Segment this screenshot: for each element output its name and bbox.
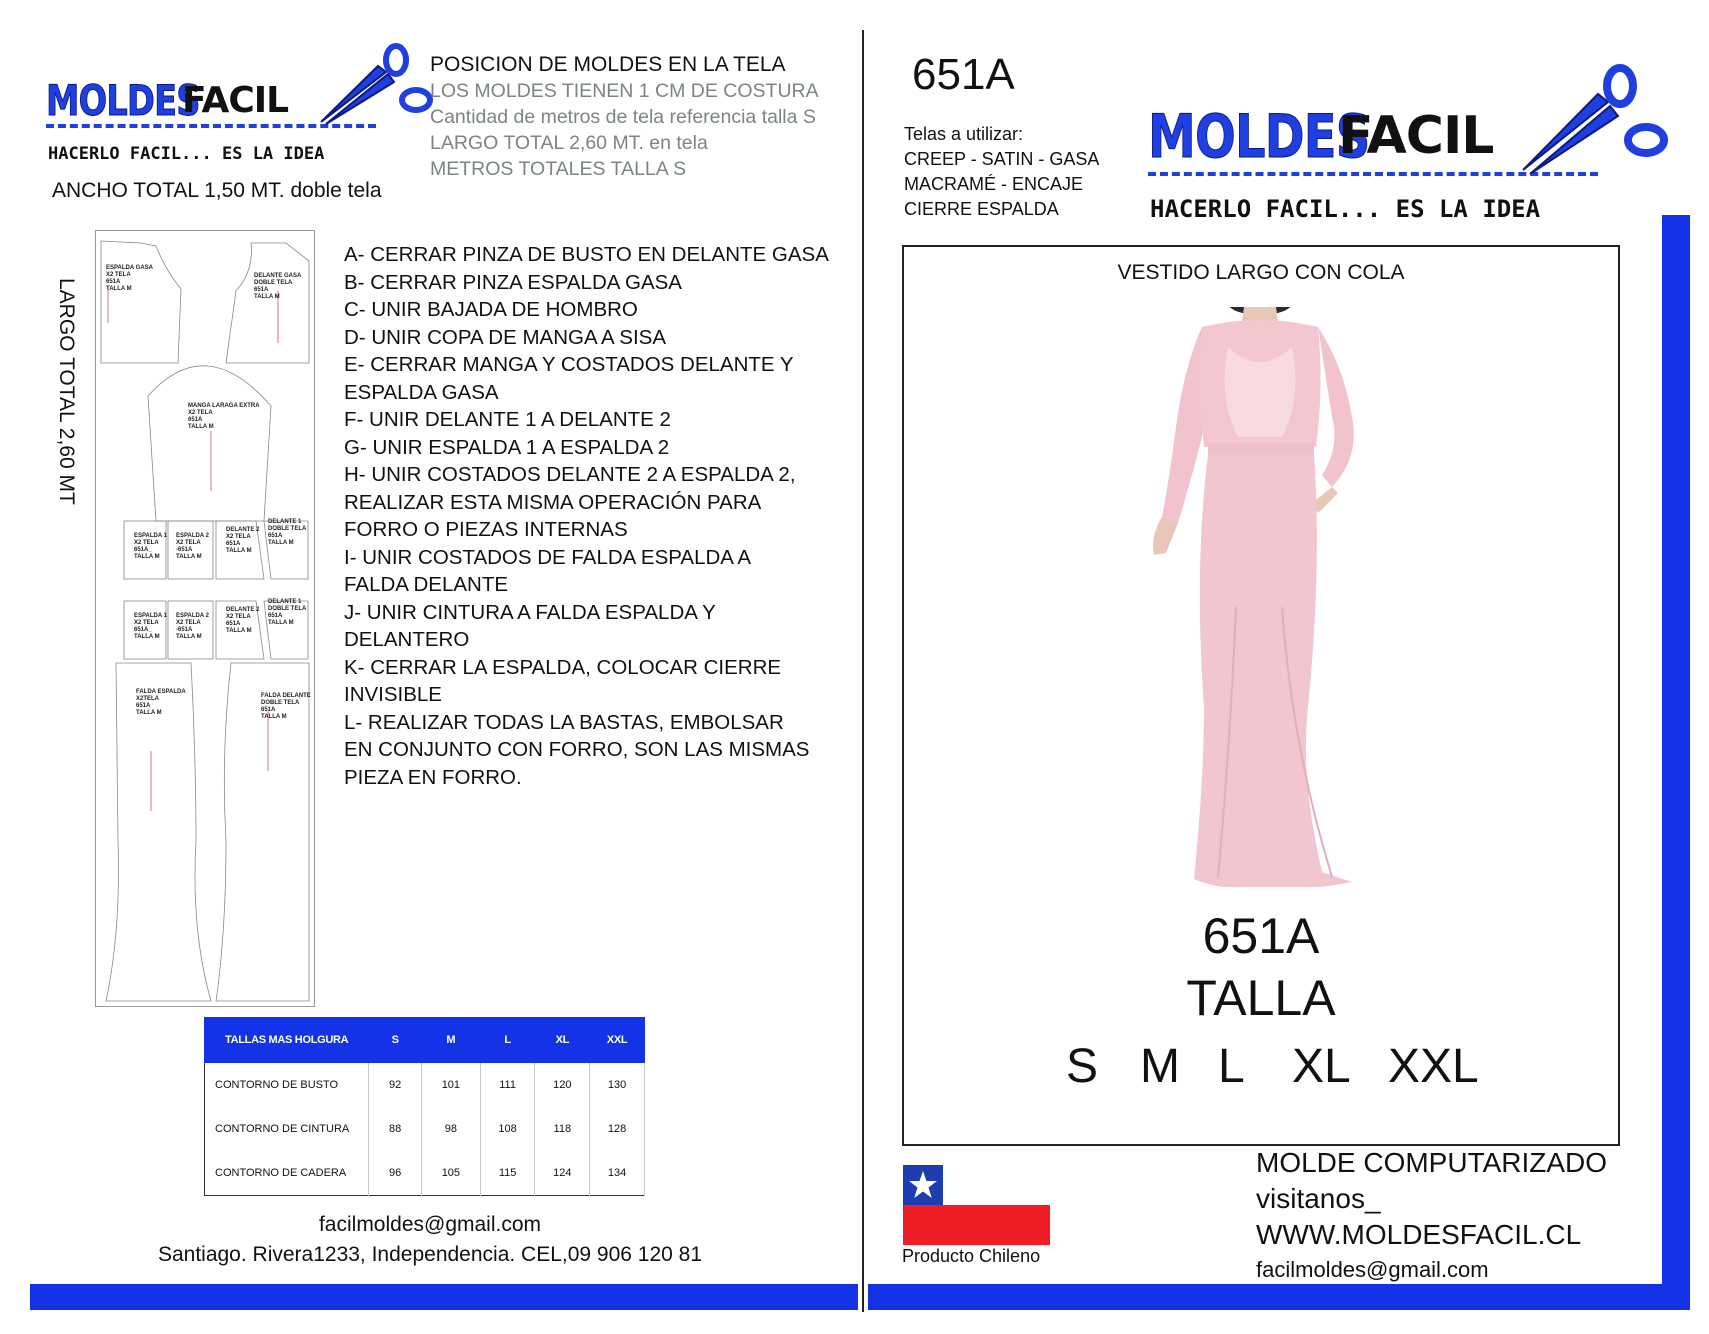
- piece-espalda1-a: ESPALDA 1 X2 TELA 651A_ TALLA M: [134, 533, 168, 560]
- instruction-line: A- CERRAR PINZA DE BUSTO EN DELANTE GASA: [344, 243, 829, 266]
- table-row-label: CONTORNO DE CADERA: [205, 1151, 369, 1196]
- talla-label: TALLA: [1186, 970, 1336, 1026]
- logo-word-moldes: MOLDES: [46, 76, 200, 125]
- code-top: 651A: [912, 50, 1015, 99]
- right-email[interactable]: facilmoldes@gmail.com: [1256, 1257, 1489, 1282]
- flag-caption: Producto Chileno: [902, 1246, 1041, 1266]
- table-cell: 101: [422, 1063, 481, 1108]
- piece-delante1-b: DELANTE 1 DOBLE TELA 651A TALLA M: [268, 599, 307, 626]
- header-line3: LARGO TOTAL 2,60 MT. en tela: [430, 132, 708, 154]
- table-cell: 92: [369, 1063, 422, 1108]
- instruction-line: FALDA DELANTE: [344, 573, 509, 596]
- star-icon: [906, 1168, 940, 1202]
- size-label: M: [1140, 1040, 1180, 1093]
- table-cell: 96: [369, 1151, 422, 1196]
- telas-title: Telas a utilizar:: [904, 124, 1024, 144]
- table-cell: 124: [535, 1151, 590, 1196]
- table-cell: 88: [369, 1107, 422, 1151]
- box-title: VESTIDO LARGO CON COLA: [1117, 261, 1405, 284]
- bottom-bar-left: [30, 1284, 858, 1310]
- telas-line: CREEP - SATIN - GASA: [904, 149, 1100, 169]
- scissors-icon: [1518, 62, 1668, 182]
- instruction-line: FORRO O PIEZAS INTERNAS: [344, 518, 628, 541]
- tagline: HACERLO FACIL... ES LA IDEA: [48, 144, 325, 164]
- sizes-row: [1066, 1039, 1486, 1099]
- size-label: XL: [1292, 1040, 1351, 1093]
- piece-espalda2-a: ESPALDA 2 X2 TELA -651A TALLA M: [176, 533, 210, 560]
- instruction-line: D- UNIR COPA DE MANGA A SISA: [344, 325, 667, 349]
- page-divider: [862, 30, 864, 1312]
- molde-computarizado: MOLDE COMPUTARIZADO: [1256, 1147, 1608, 1178]
- table-header-cell: TALLAS MAS HOLGURA: [205, 1018, 369, 1063]
- left-email: facilmoldes@gmail.com: [318, 1213, 542, 1236]
- instruction-line: K- CERRAR LA ESPALDA, COLOCAR CIERRE INVISIBLE: [344, 655, 782, 706]
- pattern-layout: [95, 230, 315, 1007]
- telas-line: MACRAMÉ - ENCAJE: [904, 174, 1084, 194]
- header-title: POSICION DE MOLDES EN LA TELA: [430, 53, 786, 76]
- table-header-row: [205, 1018, 645, 1063]
- table-header-cell: XL: [535, 1018, 590, 1063]
- largo-total-vertical: LARGO TOTAL 2,60 MT: [55, 278, 78, 505]
- instruction-line: B- CERRAR PINZA ESPALDA GASA: [344, 270, 682, 294]
- table-cell: 118: [535, 1107, 590, 1151]
- piece-espalda-gasa: ESPALDA GASA X2 TELA 651A TALLA M: [106, 265, 154, 292]
- size-label: S: [1066, 1040, 1099, 1093]
- table-row: [205, 1063, 645, 1108]
- logo-right: [1148, 102, 1668, 232]
- table-row-label: CONTORNO DE CINTURA: [205, 1107, 369, 1151]
- tagline: HACERLO FACIL... ES LA IDEA: [1150, 195, 1541, 223]
- code-big: 651A: [1202, 908, 1320, 964]
- table-cell: 98: [422, 1107, 481, 1151]
- table-cell: 111: [480, 1063, 535, 1108]
- instruction-line: I- UNIR COSTADOS DE FALDA ESPALDA A: [344, 545, 752, 569]
- header-line1: LOS MOLDES TIENEN 1 CM DE COSTURA: [430, 80, 819, 102]
- logo-word-facil: FACIL: [182, 80, 289, 121]
- piece-espalda2-b: ESPALDA 2 X2 TELA -651A TALLA M: [176, 613, 210, 640]
- table-cell: 105: [422, 1151, 481, 1196]
- piece-delante1-a: DELANTE 1 DOBLE TELA 651A TALLA M: [268, 519, 307, 546]
- table-header-cell: XXL: [590, 1018, 645, 1063]
- table-row: [205, 1107, 645, 1151]
- piece-delante2-a: DELANTE 2 X2 TELA 651A TALLA M: [226, 527, 260, 554]
- table-row-label: CONTORNO DE BUSTO: [205, 1063, 369, 1108]
- dress-illustration: [1132, 307, 1392, 887]
- logo-left: [46, 74, 436, 164]
- table-cell: 128: [590, 1107, 645, 1151]
- instruction-line: G- UNIR ESPALDA 1 A ESPALDA 2: [344, 435, 670, 459]
- instructions-list: [344, 241, 844, 791]
- bottom-bar-right: [868, 1284, 1690, 1310]
- header-line2: Cantidad de metros de tela referencia talla S: [430, 106, 816, 128]
- table-row: [205, 1151, 645, 1196]
- chile-flag: [903, 1165, 1050, 1245]
- telas-block: [904, 122, 1099, 222]
- table-cell: 115: [480, 1151, 535, 1196]
- logo-word-moldes: MOLDES: [1148, 102, 1370, 172]
- visitanos: visitanos_: [1256, 1183, 1381, 1214]
- header-line4: METROS TOTALES TALLA S: [430, 158, 687, 180]
- flag-white-band: [943, 1165, 1050, 1205]
- scissors-icon: [316, 42, 436, 132]
- instruction-line: PIEZA EN FORRO.: [344, 765, 522, 789]
- size-label: XXL: [1388, 1040, 1479, 1093]
- piece-falda-delante: FALDA DELANTE DOBLE TELA 651A TALLA M: [261, 693, 311, 720]
- table-header-cell: M: [422, 1018, 481, 1063]
- flag-red-band: [903, 1205, 1050, 1245]
- instruction-line: ESPALDA GASA: [344, 380, 499, 404]
- moldes-header: [430, 52, 850, 182]
- ancho-total: ANCHO TOTAL 1,50 MT. doble tela: [52, 179, 382, 202]
- right-side-bar: [1662, 215, 1690, 1310]
- table-cell: 120: [535, 1063, 590, 1108]
- piece-delante2-b: DELANTE 2 X2 TELA 651A TALLA M: [226, 607, 260, 634]
- piece-delante-gasa: DELANTE GASA DOBLE TELA 651A TALLA M: [254, 273, 302, 300]
- logo-word-facil: FACIL: [1338, 106, 1494, 166]
- table-header-cell: L: [480, 1018, 535, 1063]
- piece-espalda1-b: ESPALDA 1 X2 TELA 651A_ TALLA M: [134, 613, 168, 640]
- instruction-line: H- UNIR COSTADOS DELANTE 2 A ESPALDA 2,: [344, 463, 796, 486]
- instruction-line: J- UNIR CINTURA A FALDA ESPALDA Y DELANTERO: [344, 600, 716, 651]
- instruction-line: F- UNIR DELANTE 1 A DELANTE 2: [344, 408, 671, 431]
- sizes-table: [204, 1017, 645, 1196]
- table-cell: 108: [480, 1107, 535, 1151]
- instruction-line: E- CERRAR MANGA Y COSTADOS DELANTE Y: [344, 353, 794, 376]
- instruction-line: REALIZAR ESTA MISMA OPERACIÓN PARA: [344, 490, 762, 514]
- telas-line: CIERRE ESPALDA: [904, 199, 1059, 219]
- piece-manga: MANGA LARAGA EXTRA X2 TELA 651A TALLA M: [188, 403, 260, 430]
- left-address: Santiago. Rivera1233, Independencia. CEL,09 906 120 81: [157, 1243, 703, 1266]
- instruction-line: C- UNIR BAJADA DE HOMBRO: [344, 298, 638, 321]
- table-cell: 134: [590, 1151, 645, 1196]
- website-link[interactable]: WWW.MOLDESFACIL.CL: [1256, 1219, 1582, 1250]
- dress-box: [902, 245, 1620, 1146]
- size-label: L: [1218, 1040, 1245, 1093]
- instruction-line: L- REALIZAR TODAS LA BASTAS, EMBOLSAR: [344, 710, 784, 734]
- piece-falda-espalda: FALDA ESPALDA X2TELA 651A TALLA M: [136, 689, 186, 716]
- instruction-line: EN CONJUNTO CON FORRO, SON LAS MISMAS: [344, 738, 810, 761]
- table-cell: 130: [590, 1063, 645, 1108]
- table-header-cell: S: [369, 1018, 422, 1063]
